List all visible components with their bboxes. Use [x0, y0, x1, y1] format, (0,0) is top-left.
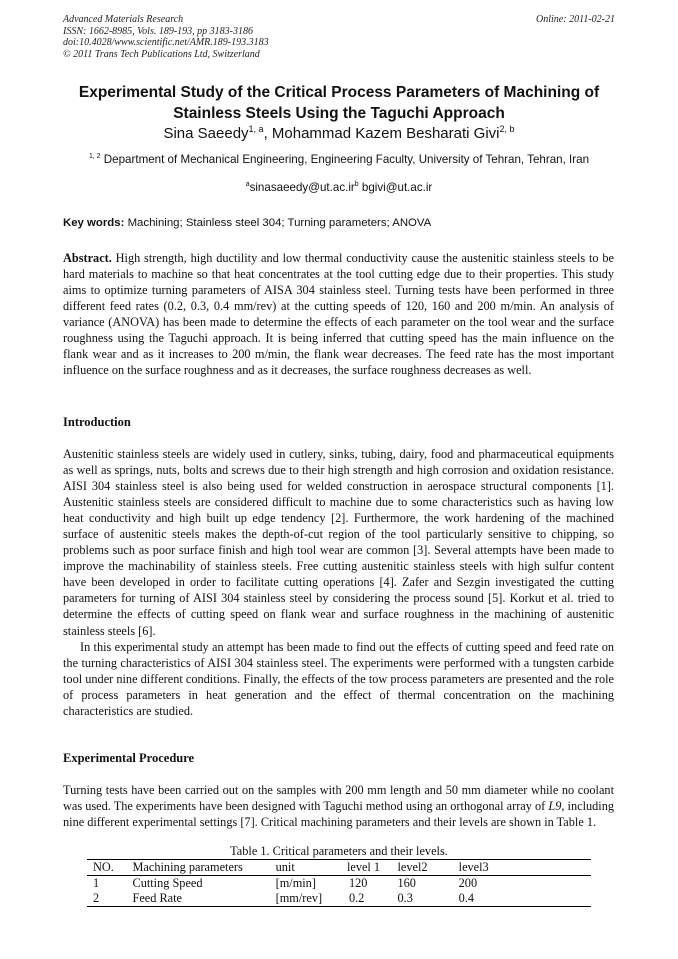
table-header-cell: NO. — [87, 860, 133, 876]
experimental-text-2: , including nine different experimental settings [7]. Critical machining parameters and their levels are shown in Table 1. — [63, 799, 614, 830]
email-b-mark: b — [354, 181, 359, 189]
copyright-line: © 2011 Trans Tech Publications Ltd, Switzerland — [63, 48, 260, 60]
table-cell: [mm/rev] — [276, 891, 347, 907]
table-cell: 0.3 — [397, 891, 458, 907]
table-cell: 200 — [458, 876, 478, 890]
table-cell: 120 — [348, 876, 368, 890]
experimental-text-1: Turning tests have been carried out on the samples with 200 mm length and 50 mm diameter while no coolant was used. The experiments have been designed with Taguchi method using an orthogonal array of — [63, 783, 614, 814]
journal-header — [63, 14, 615, 60]
table-header-row — [87, 860, 591, 876]
issn-line: ISSN: 1662-8985, Vols. 189-193, pp 3183-3186 — [63, 25, 253, 37]
table-header-cell: level2 — [397, 860, 458, 876]
author-emails — [60, 180, 618, 195]
table-cell: 0.2 — [347, 891, 398, 907]
introduction-paragraph-1: Austenitic stainless steels are widely used in cutlery, sinks, tubing, dairy, food and pharmaceutical equipments as well as springs, nuts, bolts and screws due to their high strength and high corrosion and oxidation resistance. AISI 304 stainless steel is also being used for welded construction in aerospace structural components [1]. Austenitic stainless steels are considered difficult to machine due to some characteristics such as having low heat conductivity and high built up edge tendency [2]. Furthermore, the work hardening of the machined surface of austenitic steels makes the depth-of-cut region of the tool particularly sensitive to chipping, so problems such as poor surface finish and high tool wear are common [3]. Several attempts have been made to improve the machinability of stainless steels. Free cutting austenitic stainless steels with high sulfur content have been developed in order to facilitate cutting operations [4]. Zafer and Sezgin investigated the cutting parameters for turning of AISI 304 stainless steel by considering the process sound [5]. Korkut et al. tried to determine the effects of cutting speed on flank wear and surface roughness in the machining of austenitic stainless steels [6]. — [63, 447, 614, 638]
email-a-mark: a — [245, 181, 250, 189]
email-a[interactable]: sinasaeedy@ut.ac.ir — [249, 181, 355, 194]
author-1: Sina Saeedy — [163, 125, 249, 142]
table-header-cell: unit — [276, 860, 347, 876]
paper-title — [60, 82, 618, 124]
affiliation-text: Department of Mechanical Engineering, Engineering Faculty, University of Tehran, Tehran, Iran — [100, 153, 590, 166]
table-cell: [m/min] — [275, 876, 316, 890]
table-header-cell: level3 — [459, 860, 591, 876]
email-b[interactable]: bgivi@ut.ac.ir — [358, 181, 433, 194]
author-2-affil-mark: 2, b — [499, 124, 515, 134]
table-cell: 2 — [87, 891, 133, 907]
table-row — [87, 876, 591, 892]
abstract — [63, 250, 614, 378]
author-list — [60, 125, 618, 143]
author-separator: , — [263, 125, 272, 142]
table-row — [87, 891, 591, 907]
journal-name: Advanced Materials Research — [63, 14, 184, 25]
doi-line: doi:10.4028/www.scientific.net/AMR.189-193.3183 — [63, 37, 269, 48]
parameters-table — [87, 859, 591, 907]
introduction-body — [63, 446, 614, 719]
table-header-cell: level 1 — [347, 860, 398, 876]
table-cell: 160 — [397, 876, 416, 890]
keywords-text: Machining; Stainless steel 304; Turning parameters; ANOVA — [124, 217, 432, 229]
abstract-text: High strength, high ductility and low thermal conductivity cause the austenitic stainless steels to be hard materials to machine so that heat concentrates at the tool cutting edge due to their properties. This study aims to optimize turning parameters of AISA 304 stainless steel. Turning tests have been performed in three different feed rates (0.2, 0.3, 0.4 mm/rev) at the cutting speeds of 120, 160 and 200 m/min. An analysis of variance (ANOVA) has been made to determine the effects of each parameter on the tool wear and the surface roughness using the Taguchi approach. It is being inferred that cutting speed has the main influence on the flank wear and as it increases to 200 m/min, the flank wear decreases. The feed rate has the most important influence on the surface roughness and as it decreases, the surface roughness decreases as well. — [63, 251, 614, 378]
orthogonal-array: L9 — [548, 799, 562, 814]
experimental-heading: Experimental Procedure — [63, 751, 195, 765]
experimental-body — [63, 782, 614, 830]
affiliation — [60, 152, 618, 167]
table-cell: Feed Rate — [133, 891, 276, 907]
title-line-1: Experimental Study of the Critical Process Parameters of Machining of — [78, 84, 600, 101]
table-caption: Table 1. Critical parameters and their levels. — [230, 844, 448, 858]
author-2: Mohammad Kazem Besharati Givi — [271, 125, 500, 142]
table-cell: 0.4 — [459, 891, 591, 907]
title-line-2: Stainless Steels Using the Taguchi Approach — [173, 105, 505, 122]
table-header-cell: Machining parameters — [133, 860, 276, 876]
keywords-label: Key words: — [63, 217, 125, 229]
abstract-label: Abstract. — [63, 251, 112, 265]
introduction-paragraph-2: In this experimental study an attempt has been made to find out the effects of cutting speed and feed rate on the turning characteristics of AISI 304 stainless steel. The experiments were performed with a tungsten carbide tool under nine different conditions. Finally, the effects of the tow process parameters are presented and the role of process parameters in heat generation and the effect of thermal concentration on the machining characteristics are studied. — [63, 639, 614, 718]
keywords — [63, 216, 615, 231]
introduction-heading: Introduction — [63, 415, 131, 429]
online-date: Online: 2011-02-21 — [536, 14, 615, 25]
author-1-affil-mark: 1, a — [248, 124, 264, 134]
affiliation-mark: 1, 2 — [88, 153, 101, 161]
table-cell: Cutting Speed — [132, 876, 203, 890]
table-cell: 1 — [93, 876, 100, 890]
